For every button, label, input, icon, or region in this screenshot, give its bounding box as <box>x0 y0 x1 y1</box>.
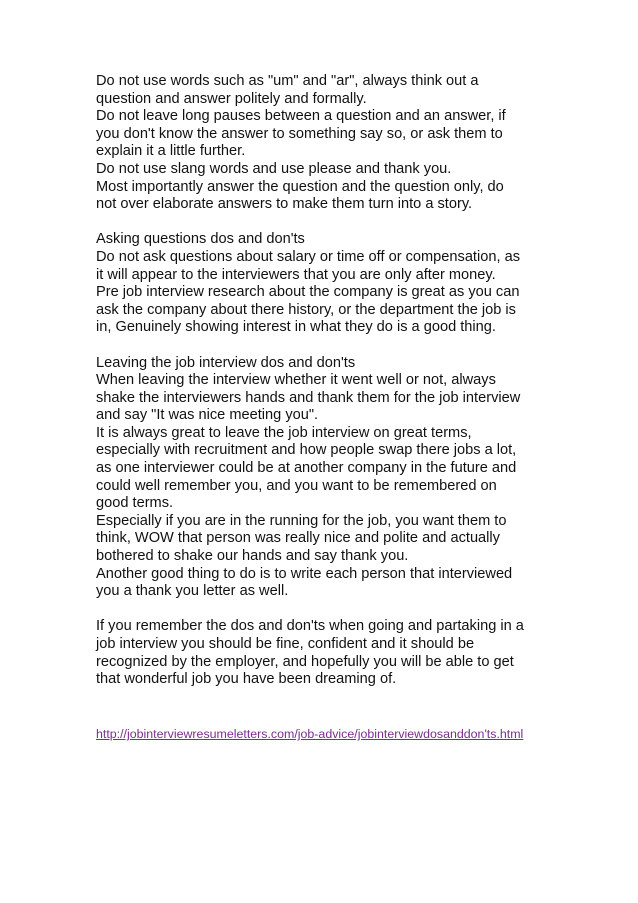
text-line: it will appear to the interviewers that you are only after money. <box>96 266 496 283</box>
paragraph-spacer <box>96 337 556 355</box>
section-heading: Asking questions dos and don'ts <box>96 231 305 248</box>
text-line: and say "It was nice meeting you". <box>96 407 319 424</box>
text-line: Do not leave long pauses between a question and an answer, if <box>96 108 506 125</box>
text-line: explain it a little further. <box>96 143 246 160</box>
section-heading: Leaving the job interview dos and don'ts <box>96 354 356 371</box>
text-line: If you remember the dos and don'ts when going and partaking in a <box>96 618 524 635</box>
text-line: that wonderful job you have been dreaming of. <box>96 671 397 688</box>
text-line: you a thank you letter as well. <box>96 583 289 600</box>
text-line: Do not use slang words and use please and thank you. <box>96 160 452 177</box>
text-line: When leaving the interview whether it went well or not, always <box>96 372 496 389</box>
text-line: not over elaborate answers to make them turn into a story. <box>96 196 473 213</box>
text-line: Pre job interview research about the company is great as you can <box>96 284 520 301</box>
text-line: Most importantly answer the question and the question only, do <box>96 178 504 195</box>
text-line: Especially if you are in the running for the job, you want them to <box>96 512 507 529</box>
text-line: ask the company about there history, or the department the job is <box>96 301 516 318</box>
text-line: Do not ask questions about salary or time off or compensation, as <box>96 248 520 265</box>
paragraph-interview-etiquette <box>96 73 556 214</box>
text-line: especially with recruitment and how people swap there jobs a lot, <box>96 442 517 459</box>
text-line: bothered to shake our hands and say thank you. <box>96 548 409 565</box>
text-line: Do not use words such as "um" and "ar", always think out a <box>96 73 479 89</box>
paragraph-leaving-interview <box>96 355 556 601</box>
paragraph-asking-questions <box>96 231 556 337</box>
paragraph-spacer <box>96 214 556 232</box>
text-line: could well remember you, and you want to be remembered on <box>96 477 497 494</box>
text-line: good terms. <box>96 495 174 512</box>
text-line: Another good thing to do is to write each person that interviewed <box>96 565 513 582</box>
text-line: question and answer politely and formally. <box>96 90 367 107</box>
source-link[interactable]: http://jobinterviewresumeletters.com/job-advice/jobinterviewdosanddon'ts.html <box>96 727 524 741</box>
text-line: It is always great to leave the job interview on great terms, <box>96 424 472 441</box>
source-link-container <box>96 727 556 742</box>
text-line: job interview you should be fine, confident and it should be <box>96 636 475 652</box>
paragraph-conclusion <box>96 618 556 688</box>
text-line: as one interviewer could be at another company in the future and <box>96 460 517 477</box>
text-line: you don't know the answer to something say so, or ask them to <box>96 125 503 142</box>
text-line: recognized by the employer, and hopefully you will be able to get <box>96 653 514 670</box>
document-body <box>96 73 556 689</box>
text-line: in, Genuinely showing interest in what they do is a good thing. <box>96 319 496 336</box>
text-line: think, WOW that person was really nice and polite and actually <box>96 530 500 547</box>
paragraph-spacer <box>96 601 556 619</box>
text-line: shake the interviewers hands and thank them for the job interview <box>96 389 521 406</box>
